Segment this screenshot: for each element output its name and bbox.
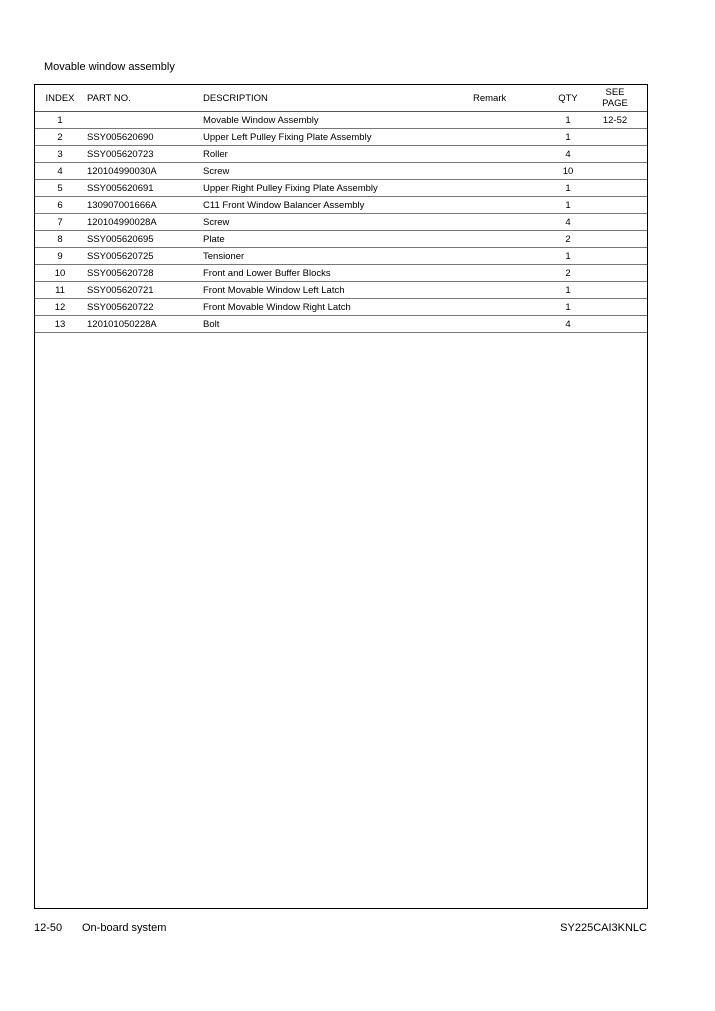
cell-qty: 1	[553, 129, 583, 146]
header-remark: Remark	[415, 85, 553, 112]
header-see-page-line2: PAGE	[602, 98, 628, 109]
cell-part-no	[85, 112, 203, 129]
parts-table-body	[35, 112, 647, 333]
cell-qty: 2	[553, 265, 583, 282]
cell-qty: 1	[553, 282, 583, 299]
cell-qty: 1	[553, 299, 583, 316]
header-part-no: PART NO.	[85, 85, 203, 112]
cell-see-page	[583, 265, 647, 282]
cell-see-page: 12-52	[583, 112, 647, 129]
cell-remark	[415, 316, 553, 333]
cell-part-no: SSY005620725	[85, 248, 203, 265]
cell-remark	[415, 231, 553, 248]
cell-part-no: SSY005620721	[85, 282, 203, 299]
cell-index: 1	[35, 112, 85, 129]
cell-part-no: SSY005620695	[85, 231, 203, 248]
footer-page-number: 12-50	[34, 922, 63, 934]
cell-part-no: 130907001666A	[85, 197, 203, 214]
cell-remark	[415, 265, 553, 282]
header-index: INDEX	[35, 85, 85, 112]
cell-description: Plate	[203, 231, 415, 248]
cell-index: 3	[35, 146, 85, 163]
parts-table	[35, 85, 647, 333]
cell-remark	[415, 129, 553, 146]
cell-part-no: SSY005620690	[85, 129, 203, 146]
cell-index: 10	[35, 265, 85, 282]
table-row	[35, 316, 647, 333]
cell-remark	[415, 197, 553, 214]
cell-description: Screw	[203, 163, 415, 180]
cell-see-page	[583, 299, 647, 316]
cell-description: Movable Window Assembly	[203, 112, 415, 129]
cell-part-no: SSY005620691	[85, 180, 203, 197]
cell-description: Front Movable Window Left Latch	[203, 282, 415, 299]
cell-remark	[415, 180, 553, 197]
cell-see-page	[583, 146, 647, 163]
cell-part-no: SSY005620722	[85, 299, 203, 316]
cell-index: 11	[35, 282, 85, 299]
cell-remark	[415, 299, 553, 316]
table-row	[35, 265, 647, 282]
cell-remark	[415, 214, 553, 231]
cell-qty: 2	[553, 231, 583, 248]
cell-description: Tensioner	[203, 248, 415, 265]
cell-see-page	[583, 214, 647, 231]
footer-section: On-board system	[82, 922, 167, 934]
cell-description: Screw	[203, 214, 415, 231]
cell-remark	[415, 146, 553, 163]
cell-description: Front and Lower Buffer Blocks	[203, 265, 415, 282]
footer-model: SY225CAI3KNLC	[560, 922, 647, 934]
cell-see-page	[583, 248, 647, 265]
cell-index: 9	[35, 248, 85, 265]
header-see-page	[583, 85, 647, 112]
cell-index: 4	[35, 163, 85, 180]
cell-index: 7	[35, 214, 85, 231]
cell-description: Bolt	[203, 316, 415, 333]
cell-index: 2	[35, 129, 85, 146]
header-qty: QTY	[553, 85, 583, 112]
cell-qty: 1	[553, 112, 583, 129]
cell-qty: 10	[553, 163, 583, 180]
table-row	[35, 197, 647, 214]
cell-remark	[415, 163, 553, 180]
cell-part-no: 120104990028A	[85, 214, 203, 231]
cell-index: 6	[35, 197, 85, 214]
cell-qty: 4	[553, 146, 583, 163]
cell-qty: 1	[553, 197, 583, 214]
cell-qty: 1	[553, 180, 583, 197]
cell-see-page	[583, 316, 647, 333]
cell-description: Upper Right Pulley Fixing Plate Assembly	[203, 180, 415, 197]
cell-description: C11 Front Window Balancer Assembly	[203, 197, 415, 214]
table-row	[35, 112, 647, 129]
cell-part-no: SSY005620723	[85, 146, 203, 163]
cell-part-no: 120101050228A	[85, 316, 203, 333]
table-row	[35, 299, 647, 316]
cell-qty: 1	[553, 248, 583, 265]
cell-description: Front Movable Window Right Latch	[203, 299, 415, 316]
table-header-row	[35, 85, 647, 112]
table-row	[35, 282, 647, 299]
cell-see-page	[583, 197, 647, 214]
cell-index: 8	[35, 231, 85, 248]
cell-part-no: SSY005620728	[85, 265, 203, 282]
cell-see-page	[583, 129, 647, 146]
cell-description: Upper Left Pulley Fixing Plate Assembly	[203, 129, 415, 146]
cell-remark	[415, 282, 553, 299]
cell-index: 5	[35, 180, 85, 197]
table-row	[35, 146, 647, 163]
cell-remark	[415, 112, 553, 129]
cell-remark	[415, 248, 553, 265]
cell-index: 13	[35, 316, 85, 333]
cell-description: Roller	[203, 146, 415, 163]
cell-qty: 4	[553, 316, 583, 333]
header-description: DESCRIPTION	[203, 85, 415, 112]
table-row	[35, 248, 647, 265]
cell-index: 12	[35, 299, 85, 316]
cell-see-page	[583, 163, 647, 180]
page-title: Movable window assembly	[44, 61, 175, 73]
cell-part-no: 120104990030A	[85, 163, 203, 180]
table-row	[35, 231, 647, 248]
table-row	[35, 163, 647, 180]
cell-see-page	[583, 282, 647, 299]
cell-see-page	[583, 231, 647, 248]
table-row	[35, 180, 647, 197]
parts-table-frame	[34, 84, 648, 909]
header-see-page-line1: SEE	[605, 87, 625, 98]
cell-qty: 4	[553, 214, 583, 231]
table-row	[35, 214, 647, 231]
cell-see-page	[583, 180, 647, 197]
table-row	[35, 129, 647, 146]
